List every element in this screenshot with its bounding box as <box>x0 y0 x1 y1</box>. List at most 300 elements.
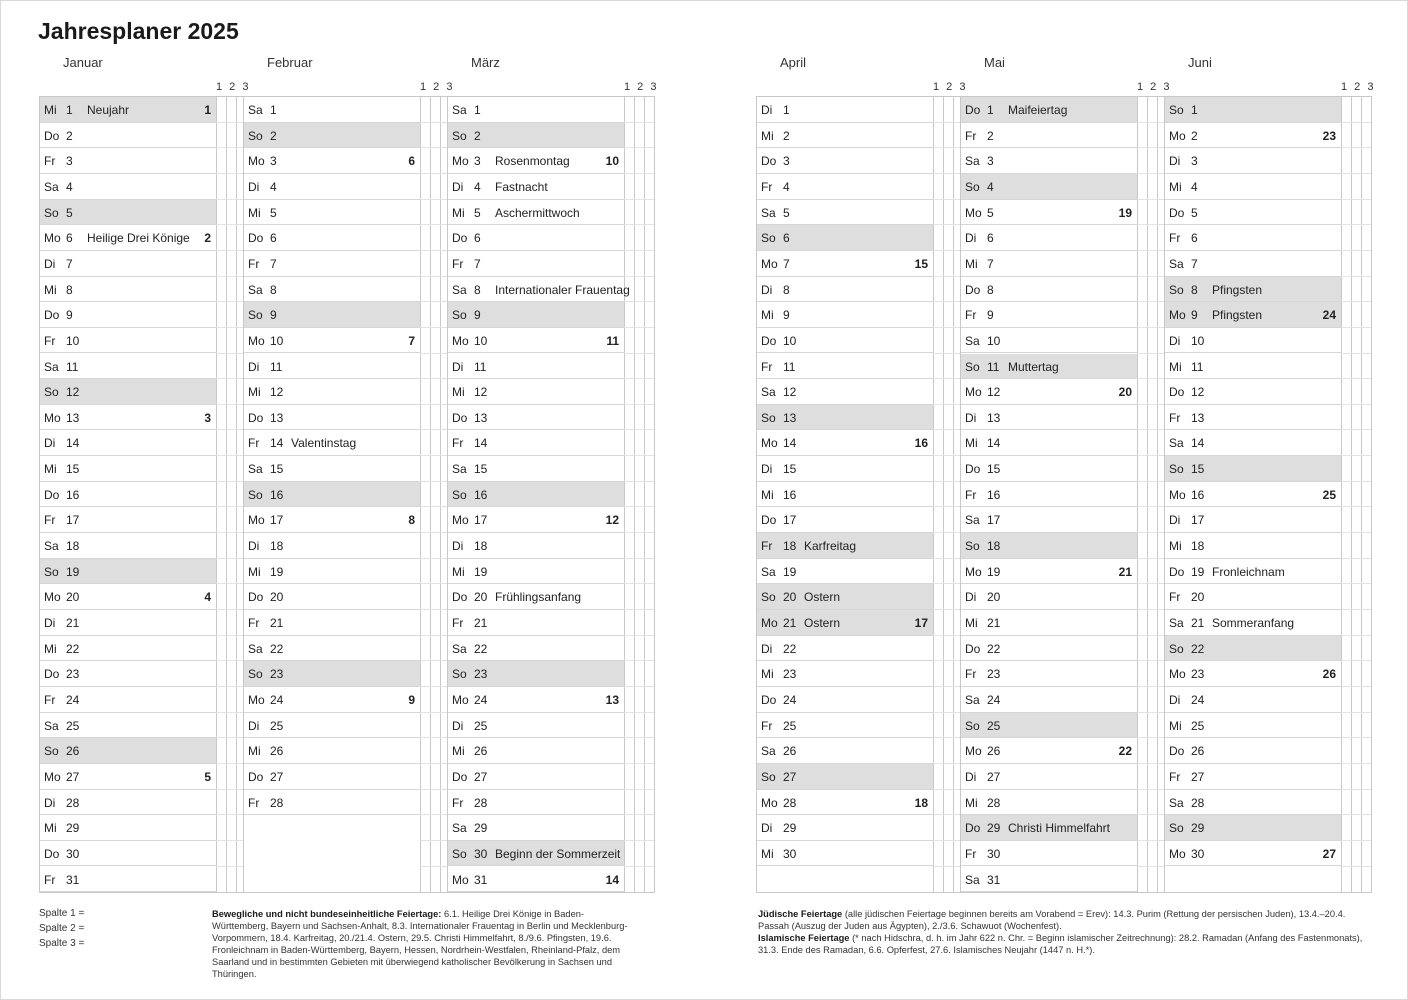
day-number: 8 <box>66 282 73 297</box>
day-row[interactable] <box>961 815 1137 841</box>
day-row[interactable] <box>40 379 216 405</box>
day-row[interactable] <box>961 430 1137 456</box>
day-number: 6 <box>987 231 994 246</box>
day-number: 18 <box>1191 539 1205 554</box>
day-row[interactable] <box>40 97 216 123</box>
day-row[interactable] <box>1165 456 1341 482</box>
day-number: 25 <box>474 718 488 733</box>
day-number: 1 <box>987 103 994 117</box>
day-row[interactable] <box>757 430 933 456</box>
week-number: 9 <box>408 692 415 707</box>
day-row[interactable] <box>448 661 624 687</box>
day-row[interactable] <box>961 123 1137 149</box>
day-row[interactable] <box>1165 174 1341 200</box>
row-separator <box>624 429 654 430</box>
week-number: 10 <box>605 154 619 169</box>
day-row[interactable] <box>244 507 420 533</box>
day-row[interactable] <box>448 430 624 456</box>
row-separator <box>216 224 246 225</box>
day-row[interactable] <box>244 687 420 713</box>
day-row[interactable] <box>1165 302 1341 328</box>
day-row[interactable] <box>1165 97 1341 123</box>
day-row[interactable] <box>448 328 624 354</box>
row-separator <box>420 429 450 430</box>
column-divider <box>226 97 227 892</box>
day-row[interactable] <box>244 251 420 277</box>
day-row[interactable] <box>961 661 1137 687</box>
day-row[interactable] <box>448 559 624 585</box>
day-row[interactable] <box>961 610 1137 636</box>
row-separator <box>420 686 450 687</box>
day-row[interactable] <box>40 251 216 277</box>
day-row[interactable] <box>1165 738 1341 764</box>
day-row[interactable] <box>961 533 1137 559</box>
day-row[interactable] <box>1165 764 1341 790</box>
day-number: 28 <box>270 795 284 810</box>
day-row[interactable] <box>448 277 630 303</box>
day-number: 1 <box>783 103 790 117</box>
day-row[interactable] <box>244 174 420 200</box>
weekday: Do <box>248 590 264 605</box>
day-row[interactable] <box>244 328 420 354</box>
day-row[interactable] <box>40 225 216 251</box>
weekday: Do <box>965 103 981 117</box>
day-row[interactable] <box>244 610 420 636</box>
row-separator <box>216 763 246 764</box>
day-row[interactable] <box>40 610 216 636</box>
day-row[interactable] <box>757 482 933 508</box>
row-separator <box>1341 481 1371 482</box>
holiday-label: Karfreitag <box>804 539 857 554</box>
weekday: Mi <box>248 205 261 220</box>
day-row[interactable] <box>448 790 624 816</box>
day-row[interactable] <box>448 200 624 226</box>
weekday: So <box>248 308 263 323</box>
row-separator <box>624 532 654 533</box>
day-row[interactable] <box>1165 251 1341 277</box>
week-number: 17 <box>914 616 928 630</box>
day-row[interactable] <box>757 841 933 867</box>
day-row[interactable] <box>40 815 216 841</box>
day-row[interactable] <box>757 379 933 405</box>
day-row[interactable] <box>961 354 1137 380</box>
day-row[interactable] <box>244 661 420 687</box>
day-row[interactable] <box>244 584 420 610</box>
day-row[interactable] <box>757 148 933 174</box>
day-row[interactable] <box>40 533 216 559</box>
day-number: 2 <box>474 128 481 143</box>
day-number: 11 <box>987 359 1000 374</box>
day-row[interactable] <box>1165 123 1341 149</box>
day-number: 2 <box>270 128 277 143</box>
day-number: 4 <box>66 179 73 194</box>
day-row[interactable] <box>40 661 216 687</box>
day-row[interactable] <box>961 277 1137 303</box>
day-row[interactable] <box>757 456 933 482</box>
month-name-februar: Februar <box>267 55 313 70</box>
day-row[interactable] <box>1165 661 1341 687</box>
row-separator <box>1341 737 1371 738</box>
day-row[interactable] <box>1165 328 1341 354</box>
day-row[interactable] <box>961 379 1137 405</box>
row-separator <box>933 301 963 302</box>
day-row[interactable] <box>757 200 933 226</box>
weekday: Di <box>965 231 977 246</box>
day-row[interactable] <box>40 482 216 508</box>
day-row[interactable] <box>40 636 216 662</box>
holiday-label: Pfingsten <box>1212 308 1263 323</box>
day-row[interactable] <box>757 174 933 200</box>
day-row[interactable] <box>244 277 420 303</box>
weekday: Mi <box>965 436 978 451</box>
day-row[interactable] <box>448 764 624 790</box>
day-row[interactable] <box>448 584 624 610</box>
day-row[interactable] <box>1165 354 1341 380</box>
day-row[interactable] <box>1165 815 1341 841</box>
day-row[interactable] <box>961 225 1137 251</box>
day-row[interactable] <box>961 738 1137 764</box>
day-row[interactable] <box>448 841 624 867</box>
day-row[interactable] <box>961 456 1137 482</box>
day-number: 29 <box>783 821 797 836</box>
weekday: Mi <box>761 667 774 682</box>
day-row[interactable] <box>961 148 1137 174</box>
day-row[interactable] <box>961 328 1137 354</box>
day-number: 8 <box>987 282 994 297</box>
day-row[interactable] <box>1165 277 1341 303</box>
day-row[interactable] <box>40 456 216 482</box>
day-row[interactable] <box>961 507 1137 533</box>
day-number: 18 <box>987 539 1001 554</box>
day-row[interactable] <box>757 584 933 610</box>
day-row[interactable] <box>448 687 624 713</box>
day-number: 27 <box>270 769 284 784</box>
day-row[interactable] <box>448 251 624 277</box>
weekday: Fr <box>248 616 260 630</box>
day-row[interactable] <box>961 302 1137 328</box>
day-row[interactable] <box>244 482 420 508</box>
day-row[interactable] <box>961 559 1137 585</box>
day-row[interactable] <box>244 97 420 123</box>
day-row[interactable] <box>40 559 216 585</box>
day-row[interactable] <box>757 328 933 354</box>
day-row[interactable] <box>757 815 933 841</box>
day-number: 2 <box>1191 128 1198 143</box>
weekday: Mo <box>761 256 778 271</box>
weekday: Do <box>1169 205 1185 220</box>
row-separator <box>216 506 246 507</box>
day-row[interactable] <box>40 430 216 456</box>
row-separator <box>1341 763 1371 764</box>
holiday-label: Heilige Drei Könige <box>87 231 190 246</box>
day-number: 9 <box>987 308 994 323</box>
day-row[interactable] <box>244 200 420 226</box>
day-row[interactable] <box>961 405 1137 431</box>
row-separator <box>420 583 450 584</box>
day-row[interactable] <box>961 482 1137 508</box>
day-number: 15 <box>66 462 80 477</box>
day-row[interactable] <box>961 200 1137 226</box>
row-separator <box>624 250 654 251</box>
weekday: Di <box>248 179 260 194</box>
day-row[interactable] <box>961 764 1137 790</box>
religious-holidays-note <box>758 908 1368 956</box>
day-row[interactable] <box>757 302 933 328</box>
day-row[interactable] <box>961 251 1137 277</box>
day-row[interactable] <box>961 841 1137 867</box>
row-separator <box>933 173 963 174</box>
day-row[interactable] <box>448 174 624 200</box>
day-row[interactable] <box>961 584 1137 610</box>
day-row[interactable] <box>448 148 624 174</box>
day-row[interactable] <box>757 661 933 687</box>
day-row[interactable] <box>757 790 933 816</box>
column-divider <box>420 97 421 892</box>
day-row[interactable] <box>757 559 933 585</box>
day-number: 1 <box>270 103 277 117</box>
day-row[interactable] <box>244 764 420 790</box>
day-row[interactable] <box>757 507 933 533</box>
day-number: 13 <box>66 410 80 425</box>
day-row[interactable] <box>757 687 933 713</box>
day-row[interactable] <box>1165 482 1341 508</box>
day-number: 2 <box>783 128 790 143</box>
row-separator <box>1341 840 1371 841</box>
day-row[interactable] <box>448 482 624 508</box>
day-row[interactable] <box>1165 713 1341 739</box>
day-row[interactable] <box>244 405 420 431</box>
day-number: 24 <box>1191 692 1205 707</box>
day-row[interactable] <box>448 738 624 764</box>
day-row[interactable] <box>757 354 933 380</box>
week-number: 8 <box>408 513 415 528</box>
day-row[interactable] <box>1165 148 1341 174</box>
day-row[interactable] <box>40 790 216 816</box>
weekday: Mo <box>1169 846 1186 861</box>
day-number: 14 <box>474 436 488 451</box>
day-row[interactable] <box>1165 225 1341 251</box>
day-row[interactable] <box>244 354 420 380</box>
weekday: So <box>965 718 980 733</box>
day-row[interactable] <box>244 636 420 662</box>
day-row[interactable] <box>757 713 933 739</box>
day-row[interactable] <box>40 764 216 790</box>
row-separator <box>216 814 246 815</box>
week-number: 3 <box>204 410 211 425</box>
day-row[interactable] <box>448 507 624 533</box>
day-number: 10 <box>66 333 80 348</box>
weekday: So <box>452 846 467 861</box>
day-row[interactable] <box>244 123 420 149</box>
day-row[interactable] <box>1165 610 1341 636</box>
weekday: Fr <box>965 308 977 323</box>
week-number: 2 <box>204 231 211 246</box>
day-row[interactable] <box>448 867 624 893</box>
weekday: Do <box>761 692 777 707</box>
day-row[interactable] <box>244 559 420 585</box>
day-row[interactable] <box>40 687 216 713</box>
movable-holidays-heading: Bewegliche und nicht bundeseinheitliche Feiertage: <box>212 909 442 919</box>
day-number: 17 <box>66 513 80 528</box>
day-number: 21 <box>783 616 797 630</box>
day-row[interactable] <box>40 148 216 174</box>
day-row[interactable] <box>757 405 933 431</box>
day-row[interactable] <box>244 738 420 764</box>
day-row[interactable] <box>40 302 216 328</box>
row-separator <box>624 840 654 841</box>
day-row[interactable] <box>448 225 624 251</box>
weekday: So <box>761 769 776 784</box>
day-row[interactable] <box>244 713 420 739</box>
day-row[interactable] <box>40 713 216 739</box>
day-row[interactable] <box>244 533 420 559</box>
row-separator <box>216 199 246 200</box>
day-row[interactable] <box>448 97 624 123</box>
day-row[interactable] <box>448 636 624 662</box>
day-row[interactable] <box>40 507 216 533</box>
day-row[interactable] <box>244 302 420 328</box>
day-row[interactable] <box>1165 687 1341 713</box>
holiday-label: Fronleichnam <box>1212 564 1285 579</box>
day-number: 17 <box>987 513 1001 528</box>
day-number: 15 <box>270 462 284 477</box>
day-row[interactable] <box>1165 533 1341 559</box>
day-row[interactable] <box>40 123 216 149</box>
day-row[interactable] <box>244 430 420 456</box>
day-row[interactable] <box>757 636 933 662</box>
day-row[interactable] <box>1165 790 1341 816</box>
weekday: Mo <box>248 513 265 528</box>
day-row[interactable] <box>1165 405 1341 431</box>
day-number: 20 <box>270 590 284 605</box>
day-row[interactable] <box>961 174 1137 200</box>
column-legend <box>39 906 84 951</box>
weekday: Mi <box>452 385 465 400</box>
day-row[interactable] <box>757 610 933 636</box>
day-row[interactable] <box>448 302 624 328</box>
day-row[interactable] <box>1165 584 1341 610</box>
day-number: 26 <box>270 744 284 759</box>
day-number: 25 <box>783 718 797 733</box>
row-separator <box>933 609 963 610</box>
day-row[interactable] <box>1165 841 1341 867</box>
day-row[interactable] <box>961 687 1137 713</box>
row-separator <box>420 353 450 354</box>
weekday: Sa <box>761 744 776 759</box>
weekday: So <box>965 359 980 374</box>
weekday: So <box>44 744 59 759</box>
day-row[interactable] <box>961 713 1137 739</box>
day-row[interactable] <box>961 97 1137 123</box>
day-row[interactable] <box>448 354 624 380</box>
day-row[interactable] <box>757 97 933 123</box>
day-row[interactable] <box>40 867 216 893</box>
day-row[interactable] <box>244 456 420 482</box>
day-row[interactable] <box>40 200 216 226</box>
day-row[interactable] <box>1165 507 1341 533</box>
day-row[interactable] <box>961 636 1137 662</box>
day-row[interactable] <box>961 790 1137 816</box>
day-row[interactable] <box>40 354 216 380</box>
day-row[interactable] <box>40 841 216 867</box>
weekday: Fr <box>761 179 773 194</box>
day-row[interactable] <box>40 584 216 610</box>
day-row[interactable] <box>244 790 420 816</box>
row-separator <box>1341 122 1371 123</box>
day-number: 31 <box>66 872 80 887</box>
weekday: Mi <box>248 564 261 579</box>
weekday: Di <box>452 359 464 374</box>
day-row[interactable] <box>448 405 624 431</box>
day-row[interactable] <box>40 174 216 200</box>
weekday: Mi <box>965 616 978 630</box>
row-separator <box>1341 147 1371 148</box>
row-separator <box>1137 378 1167 379</box>
day-row[interactable] <box>757 533 933 559</box>
day-number: 23 <box>66 667 80 682</box>
day-row[interactable] <box>40 738 216 764</box>
day-row[interactable] <box>244 379 420 405</box>
weekday: Sa <box>452 821 467 836</box>
day-row[interactable] <box>448 456 624 482</box>
day-row[interactable] <box>448 713 624 739</box>
day-row[interactable] <box>244 225 420 251</box>
day-row[interactable] <box>244 148 420 174</box>
weekday: Sa <box>452 282 467 297</box>
day-row[interactable] <box>757 251 933 277</box>
row-separator <box>624 660 654 661</box>
weekday: Sa <box>761 385 776 400</box>
day-row[interactable] <box>448 610 624 636</box>
column-divider <box>1137 97 1138 892</box>
row-separator <box>1137 455 1167 456</box>
day-row[interactable] <box>757 277 933 303</box>
day-number: 21 <box>1191 616 1205 630</box>
day-row[interactable] <box>757 225 933 251</box>
row-separator <box>1341 660 1371 661</box>
day-row[interactable] <box>1165 200 1341 226</box>
weekday: Di <box>44 436 56 451</box>
day-row[interactable] <box>757 123 933 149</box>
weekday: Mo <box>761 795 778 810</box>
day-row[interactable] <box>1165 379 1341 405</box>
day-row[interactable] <box>448 379 624 405</box>
day-row[interactable] <box>1165 559 1341 585</box>
weekday: So <box>248 667 263 682</box>
day-row[interactable] <box>1165 430 1341 456</box>
day-row[interactable] <box>757 764 933 790</box>
day-row[interactable] <box>40 328 216 354</box>
day-row[interactable] <box>448 815 624 841</box>
day-number: 10 <box>474 333 488 348</box>
row-separator <box>420 635 450 636</box>
day-row[interactable] <box>448 533 624 559</box>
day-number: 20 <box>783 590 797 605</box>
weekday: Mi <box>44 462 57 477</box>
day-row[interactable] <box>757 738 933 764</box>
day-row[interactable] <box>40 277 216 303</box>
day-row[interactable] <box>961 867 1137 893</box>
movable-holidays-text: 6.1. Heilige Drei Könige in Baden-Württemberg, Bayern und Sachsen-Anhalt, 8.3. Internationaler Frauentag in Berlin und Mecklenburg-Vorpommern, 18.4. Karfreitag, 20./21.4. Ostern, 29.5. Christi Himmelfahrt, 8./9.6. Pfingsten, 19.6. Fronleichnam in Baden-Württemberg, Bayern, Hessen, Nordrhein-Westfalen, Rheinland-Pfalz, dem Saarland und in bestimmten Gebieten mit überwiegend katholischer Bevölkerung in Sachsen und Thüringen. <box>212 909 628 979</box>
day-number: 3 <box>1191 154 1198 169</box>
row-separator <box>420 660 450 661</box>
row-separator <box>216 532 246 533</box>
day-row[interactable] <box>448 123 624 149</box>
weekday: Fr <box>1169 231 1181 246</box>
day-number: 12 <box>66 385 80 400</box>
day-row[interactable] <box>40 405 216 431</box>
day-row[interactable] <box>1165 636 1341 662</box>
